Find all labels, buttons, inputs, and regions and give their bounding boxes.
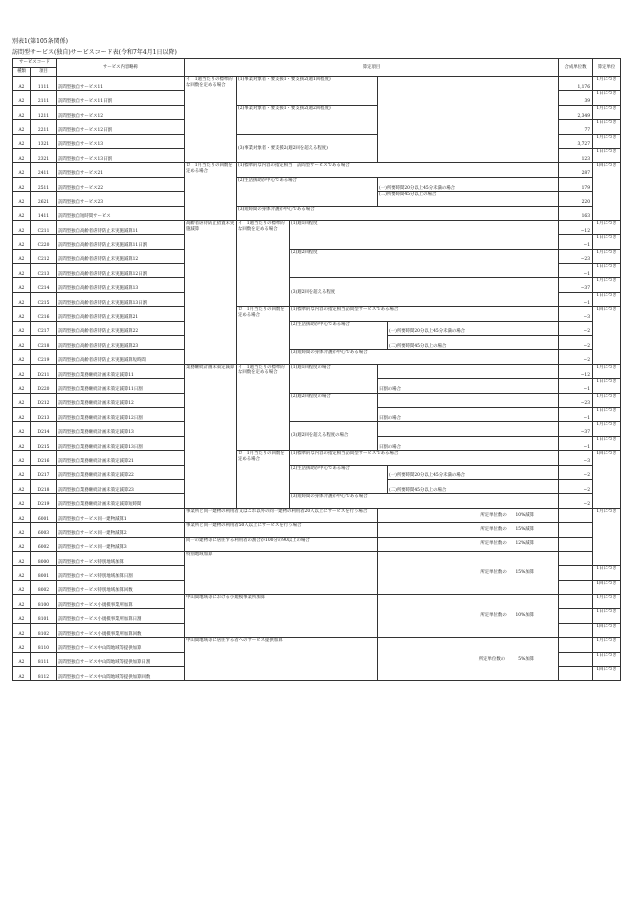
kind-cell: A2 xyxy=(13,422,31,436)
per-cell: 1月につき xyxy=(593,249,621,263)
calc-abuse-weekly: イ 1週当たりの標準的な回数を定める場合 xyxy=(237,220,290,306)
item-cell: D211 xyxy=(31,364,57,378)
appendix-label: 別表1(第105条関係) xyxy=(12,38,68,45)
kind-cell: A2 xyxy=(13,494,31,508)
calc-bcp-w3: (3)週2回を超える程度の場合 xyxy=(290,422,378,451)
kind-cell: A2 xyxy=(13,609,31,623)
calc-pct-5-addition: 所定単位数の 5%加算 xyxy=(378,638,559,681)
calc-same-building-3: 同一の建物等に居住する利用者の割合が100分の90以上の場合 xyxy=(185,537,378,551)
calc-bcp-w2: (2)週2回程度の場合 xyxy=(290,393,378,422)
service-name-cell: 訪問型独自サービス同一建物減算3 xyxy=(57,537,185,551)
kind-cell: A2 xyxy=(13,465,31,479)
item-cell: 8112 xyxy=(31,667,57,681)
item-cell: D218 xyxy=(31,479,57,493)
service-name-cell: 訪問型独自サービス11 xyxy=(57,77,185,91)
calc-pct-10-addition: 所定単位数の 10%加算 xyxy=(378,595,559,638)
kind-cell: A2 xyxy=(13,77,31,91)
table-row xyxy=(13,465,621,479)
per-cell: 1月につき xyxy=(593,134,621,148)
calc-same-building-2: 事業所と同一建物の利用者50人以上にサービスを行う場合 xyxy=(185,523,378,537)
kind-cell: A2 xyxy=(13,508,31,522)
table-row xyxy=(13,321,621,335)
service-name-cell: 訪問型独自業務継続計画未策定減算12 xyxy=(57,393,185,407)
calc-m3-label: (3)短時間の身体介護が中心である場合 xyxy=(237,206,559,220)
calc-same-building-1: 事業所と同一建物の利用者又はこれ以外の同一建物の利用者20人以上にサービスを行う場合 xyxy=(185,508,378,522)
kind-cell: A2 xyxy=(13,163,31,177)
per-cell: 1回につき xyxy=(593,451,621,509)
kind-cell: A2 xyxy=(13,350,31,364)
col-per: 算定単位 xyxy=(593,59,621,77)
table-row xyxy=(13,451,621,465)
calc-bcp-day1: 日割の場合 xyxy=(378,379,559,393)
kind-cell: A2 xyxy=(13,120,31,134)
table-row xyxy=(13,595,621,609)
units-cell: −1 xyxy=(559,436,593,450)
table-row xyxy=(13,638,621,652)
service-name-cell: 訪問型独自サービス特別地域加算回数 xyxy=(57,580,185,594)
kind-cell: A2 xyxy=(13,292,31,306)
units-cell: 123 xyxy=(559,148,593,162)
item-cell: 8111 xyxy=(31,652,57,666)
calc-weekly-label: イ 1週当たりの標準的な回数を定める場合 xyxy=(185,77,237,163)
per-cell: 1日につき xyxy=(593,436,621,450)
kind-cell: A2 xyxy=(13,91,31,105)
calc-small-office: 中山間地域等における小規模事業所加算 xyxy=(185,595,378,638)
table-title: 訪問型サービス(独自)サービスコード表(令和7年4月1日以降) xyxy=(12,49,177,56)
calc-pct-10-reduction: 所定単位数の 10%減算 xyxy=(378,508,559,522)
per-cell: 1日につき xyxy=(593,91,621,105)
table-row xyxy=(13,307,621,321)
item-cell: C218 xyxy=(31,336,57,350)
units-cell xyxy=(559,508,593,522)
per-cell: 1月につき xyxy=(593,77,621,91)
kind-cell: A2 xyxy=(13,595,31,609)
service-name-cell: 訪問型独自業務継続計画未策定減算13日割 xyxy=(57,436,185,450)
table-row xyxy=(13,422,621,436)
units-cell: −3 xyxy=(559,307,593,321)
per-cell: 1回につき xyxy=(593,667,621,681)
calc-bcp-day3: 日割の場合 xyxy=(378,436,559,450)
table-row xyxy=(13,508,621,522)
service-name-cell: 訪問型独自短時間サービス xyxy=(57,206,185,220)
col-service-code: サービスコード xyxy=(13,59,57,68)
table-row xyxy=(13,494,621,508)
kind-cell: A2 xyxy=(13,551,31,565)
item-cell: 6001 xyxy=(31,508,57,522)
service-name-cell: 訪問型独自業務継続計画未策定減算13 xyxy=(57,422,185,436)
per-cell: 1月につき xyxy=(593,508,621,566)
calc-blank xyxy=(378,364,559,378)
per-cell: 1日につき xyxy=(593,235,621,249)
units-cell: 3,727 xyxy=(559,134,593,148)
per-cell: 1日につき xyxy=(593,120,621,134)
units-cell xyxy=(559,652,593,666)
service-name-cell: 訪問型独自高齢者虐待防止未実施減算12日割 xyxy=(57,264,185,278)
item-cell: D213 xyxy=(31,407,57,421)
service-name-cell: 訪問型独自業務継続計画未策定減算12日割 xyxy=(57,407,185,421)
units-cell: −1 xyxy=(559,407,593,421)
units-cell xyxy=(559,667,593,681)
units-cell: −37 xyxy=(559,422,593,436)
per-cell: 1日につき xyxy=(593,566,621,580)
item-cell: C215 xyxy=(31,292,57,306)
service-name-cell: 訪問型独自サービス中山間地域等提供加算 xyxy=(57,638,185,652)
table-row xyxy=(13,249,621,263)
calc-bcp-w1: (1)週1回程度の場合 xyxy=(290,364,378,393)
calc-j3-label: (3)事業対象者・要支援2(週2回を超える程度) xyxy=(237,134,378,163)
calc-abuse-m1: (1)標準的な内容の指定相当訪問型サービスである場合 xyxy=(290,307,559,321)
service-name-cell: 訪問型独自サービス特別地域加算 xyxy=(57,551,185,565)
calc-monthly-label: ロ 1月当たりの回数を定める場合 xyxy=(185,163,237,221)
kind-cell: A2 xyxy=(13,407,31,421)
calc-pct-15-reduction: 所定単位数の 15%減算 xyxy=(378,523,559,537)
units-cell xyxy=(559,609,593,623)
calc-blank xyxy=(378,422,559,436)
units-cell: −1 xyxy=(559,292,593,306)
service-name-cell: 訪問型独自高齢者虐待防止未実施減算22 xyxy=(57,321,185,335)
units-cell: −2 xyxy=(559,494,593,508)
item-cell: 8002 xyxy=(31,580,57,594)
service-name-cell: 訪問型独自高齢者虐待防止未実施減算11日割 xyxy=(57,235,185,249)
per-cell: 1月につき xyxy=(593,422,621,436)
units-cell: −2 xyxy=(559,321,593,335)
service-name-cell: 訪問型独自高齢者虐待防止未実施減算13 xyxy=(57,278,185,292)
item-cell: C219 xyxy=(31,350,57,364)
units-cell xyxy=(559,595,593,609)
per-cell: 1日につき xyxy=(593,652,621,666)
item-cell: 1411 xyxy=(31,206,57,220)
calc-abuse-label: 高齢者虐待防止措置未実施減算 xyxy=(185,220,237,364)
calc-time-45: (二)所要時間45分以上の場合 xyxy=(378,192,559,206)
kind-cell: A2 xyxy=(13,566,31,580)
calc-bcp-weekly: イ 1週当たりの標準的な回数を定める場合 xyxy=(237,364,290,450)
units-cell: 2,349 xyxy=(559,105,593,119)
item-cell: 1321 xyxy=(31,134,57,148)
calc-abuse-m2: (2)生活援助が中心である場合 xyxy=(290,321,388,350)
table-row xyxy=(13,393,621,407)
units-cell: 163 xyxy=(559,206,593,220)
units-cell: −2 xyxy=(559,479,593,493)
kind-cell: A2 xyxy=(13,623,31,637)
service-name-cell: 訪問型独自サービス12日割 xyxy=(57,120,185,134)
service-name-cell: 訪問型独自業務継続計画未策定減算22 xyxy=(57,465,185,479)
kind-cell: A2 xyxy=(13,105,31,119)
per-cell: 1月につき xyxy=(593,105,621,119)
calc-blank xyxy=(378,77,559,163)
calc-j2-label: (2)事業対象者・要支援1・要支援2(週2回程度) xyxy=(237,105,378,134)
item-cell: 2211 xyxy=(31,120,57,134)
kind-cell: A2 xyxy=(13,206,31,220)
units-cell: 1,176 xyxy=(559,77,593,91)
item-cell: 1211 xyxy=(31,105,57,119)
item-cell: 8102 xyxy=(31,623,57,637)
units-cell: −2 xyxy=(559,350,593,364)
kind-cell: A2 xyxy=(13,177,31,191)
service-name-cell: 訪問型独自サービス同一建物減算1 xyxy=(57,508,185,522)
service-name-cell: 訪問型独自サービス21 xyxy=(57,163,185,177)
calc-bcp-monthly: ロ 1月当たりの回数を定める場合 xyxy=(237,451,290,509)
service-name-cell: 訪問型独自高齢者虐待防止未実施減算短時間 xyxy=(57,350,185,364)
calc-m2-label: (2)生活援助が中心である場合 xyxy=(237,177,378,206)
kind-cell: A2 xyxy=(13,638,31,652)
table-row xyxy=(13,278,621,292)
service-code-table xyxy=(12,58,620,681)
service-name-cell: 訪問型独自サービス中山間地域等提供加算日割 xyxy=(57,652,185,666)
per-cell: 1回につき xyxy=(593,580,621,594)
item-cell: D217 xyxy=(31,465,57,479)
kind-cell: A2 xyxy=(13,652,31,666)
kind-cell: A2 xyxy=(13,364,31,378)
service-name-cell: 訪問型独自サービス小規模事業所加算 xyxy=(57,595,185,609)
item-cell: D220 xyxy=(31,379,57,393)
kind-cell: A2 xyxy=(13,235,31,249)
calc-abuse-t20: (一)所要時間20分以上45分未満の場合 xyxy=(388,321,559,335)
service-name-cell: 訪問型独自サービス23 xyxy=(57,192,185,206)
item-cell: D215 xyxy=(31,436,57,450)
per-cell: 1月につき xyxy=(593,364,621,378)
per-cell: 1日につき xyxy=(593,292,621,306)
calc-abuse-w3: (3)週2回を超える程度 xyxy=(290,278,559,307)
units-cell xyxy=(559,623,593,637)
units-cell: −1 xyxy=(559,264,593,278)
units-cell xyxy=(559,638,593,652)
kind-cell: A2 xyxy=(13,436,31,450)
calc-mountain-area: 中山間地域等に居住する者へのサービス提供加算 xyxy=(185,638,378,681)
calc-pct-15-addition: 所定単位数の 15%加算 xyxy=(378,551,559,594)
units-cell: −37 xyxy=(559,278,593,292)
kind-cell: A2 xyxy=(13,148,31,162)
calc-abuse-monthly: ロ 1月当たりの回数を定める場合 xyxy=(237,307,290,365)
item-cell: 2511 xyxy=(31,177,57,191)
kind-cell: A2 xyxy=(13,220,31,234)
calc-abuse-t45: (二)所要時間45分以上の場合 xyxy=(388,336,559,350)
table-row xyxy=(13,551,621,565)
per-cell: 1日につき xyxy=(593,609,621,623)
item-cell: 2321 xyxy=(31,148,57,162)
item-cell: 8100 xyxy=(31,595,57,609)
calc-abuse-w1: (1)週1回程度 xyxy=(290,220,559,249)
kind-cell: A2 xyxy=(13,379,31,393)
units-cell: 39 xyxy=(559,91,593,105)
item-cell: 6003 xyxy=(31,523,57,537)
kind-cell: A2 xyxy=(13,479,31,493)
kind-cell: A2 xyxy=(13,134,31,148)
item-cell: 8110 xyxy=(31,638,57,652)
calc-blank xyxy=(378,393,559,407)
item-cell: D216 xyxy=(31,451,57,465)
table-row xyxy=(13,163,621,177)
calc-bcp-t20: (一)所要時間20分以上45分未満の場合 xyxy=(388,465,559,479)
kind-cell: A2 xyxy=(13,393,31,407)
units-cell: −1 xyxy=(559,235,593,249)
item-cell: C212 xyxy=(31,249,57,263)
calc-special-area: 特別地域加算 xyxy=(185,551,378,594)
kind-cell: A2 xyxy=(13,537,31,551)
units-cell: −1 xyxy=(559,379,593,393)
per-cell: 1日につき xyxy=(593,264,621,278)
calc-time-20-45: (一)所要時間20分以上45分未満の場合 xyxy=(378,177,559,191)
per-cell: 1日につき xyxy=(593,379,621,393)
units-cell xyxy=(559,566,593,580)
kind-cell: A2 xyxy=(13,321,31,335)
per-cell: 1回につき xyxy=(593,163,621,221)
kind-cell: A2 xyxy=(13,451,31,465)
units-cell: 179 xyxy=(559,177,593,191)
units-cell: −3 xyxy=(559,451,593,465)
per-cell: 1月につき xyxy=(593,278,621,292)
service-name-cell: 訪問型独自高齢者虐待防止未実施減算23 xyxy=(57,336,185,350)
item-cell: D219 xyxy=(31,494,57,508)
units-cell: 220 xyxy=(559,192,593,206)
service-name-cell: 訪問型独自サービス特別地域加算日割 xyxy=(57,566,185,580)
units-cell: −23 xyxy=(559,249,593,263)
service-name-cell: 訪問型独自サービス22 xyxy=(57,177,185,191)
item-cell: C216 xyxy=(31,307,57,321)
kind-cell: A2 xyxy=(13,307,31,321)
table-row xyxy=(13,77,621,91)
units-cell xyxy=(559,537,593,551)
col-units: 合成単位数 xyxy=(559,59,593,77)
units-cell: −12 xyxy=(559,364,593,378)
col-item: 項目 xyxy=(31,68,57,77)
service-name-cell: 訪問型独自高齢者虐待防止未実施減算13日割 xyxy=(57,292,185,306)
table-row xyxy=(13,523,621,537)
kind-cell: A2 xyxy=(13,249,31,263)
service-name-cell: 訪問型独自高齢者虐待防止未実施減算12 xyxy=(57,249,185,263)
per-cell: 1日につき xyxy=(593,148,621,162)
units-cell: 77 xyxy=(559,120,593,134)
calc-bcp-label: 業務継続計画未策定減算 xyxy=(185,364,237,508)
service-name-cell: 訪問型独自サービス中山間地域等提供加算回数 xyxy=(57,667,185,681)
service-name-cell: 訪問型独自業務継続計画未策定減算11 xyxy=(57,364,185,378)
service-name-cell: 訪問型独自サービス同一建物減算2 xyxy=(57,523,185,537)
item-cell: C211 xyxy=(31,220,57,234)
col-kind: 種類 xyxy=(13,68,31,77)
units-cell xyxy=(559,551,593,565)
item-cell: 2621 xyxy=(31,192,57,206)
kind-cell: A2 xyxy=(13,264,31,278)
calc-bcp-m3: (3)短時間の身体介護が中心である場合 xyxy=(290,494,559,508)
service-name-cell: 訪問型独自業務継続計画未策定減算11日割 xyxy=(57,379,185,393)
units-cell xyxy=(559,523,593,537)
service-name-cell: 訪問型独自サービス12 xyxy=(57,105,185,119)
units-cell: −2 xyxy=(559,465,593,479)
calc-bcp-m1: (1)標準的な内容の指定相当訪問型サービスである場合 xyxy=(290,451,559,465)
kind-cell: A2 xyxy=(13,523,31,537)
service-name-cell: 訪問型独自業務継続計画未策定減算短時間 xyxy=(57,494,185,508)
item-cell: C213 xyxy=(31,264,57,278)
units-cell xyxy=(559,580,593,594)
units-cell: −23 xyxy=(559,393,593,407)
service-name-cell: 訪問型独自サービス小規模事業所加算回数 xyxy=(57,623,185,637)
col-service-name: サービス内容略称 xyxy=(57,59,185,77)
item-cell: D214 xyxy=(31,422,57,436)
kind-cell: A2 xyxy=(13,580,31,594)
service-name-cell: 訪問型独自高齢者虐待防止未実施減算11 xyxy=(57,220,185,234)
table-row xyxy=(13,206,621,220)
item-cell: C217 xyxy=(31,321,57,335)
item-cell: 8000 xyxy=(31,551,57,565)
service-name-cell: 訪問型独自サービス13 xyxy=(57,134,185,148)
table-row xyxy=(13,350,621,364)
item-cell: 1111 xyxy=(31,77,57,91)
kind-cell: A2 xyxy=(13,667,31,681)
item-cell: 2111 xyxy=(31,91,57,105)
service-name-cell: 訪問型独自業務継続計画未策定減算21 xyxy=(57,451,185,465)
table-row xyxy=(13,364,621,378)
per-cell: 1月につき xyxy=(593,638,621,652)
units-cell: −2 xyxy=(559,336,593,350)
service-name-cell: 訪問型独自サービス11日割 xyxy=(57,91,185,105)
per-cell: 1月につき xyxy=(593,220,621,234)
calc-bcp-m2: (2)生活援助が中心である場合 xyxy=(290,465,388,494)
table-row xyxy=(13,537,621,551)
item-cell: 8101 xyxy=(31,609,57,623)
item-cell: C214 xyxy=(31,278,57,292)
calc-j1-label: (1)事業対象者・要支援1・要支援2(週1回程度) xyxy=(237,77,378,106)
per-cell: 1日につき xyxy=(593,407,621,421)
item-cell: C220 xyxy=(31,235,57,249)
units-cell: 287 xyxy=(559,163,593,177)
service-name-cell: 訪問型独自業務継続計画未策定減算23 xyxy=(57,479,185,493)
item-cell: 8001 xyxy=(31,566,57,580)
kind-cell: A2 xyxy=(13,192,31,206)
service-name-cell: 訪問型独自サービス13日割 xyxy=(57,148,185,162)
table-row xyxy=(13,177,621,191)
calc-abuse-w2: (2)週2回程度 xyxy=(290,249,559,278)
calc-abuse-m3: (3)短時間の身体介護が中心である場合 xyxy=(290,350,559,364)
per-cell: 1回につき xyxy=(593,307,621,365)
item-cell: 6002 xyxy=(31,537,57,551)
calc-m1-label: (1)標準的な内容の指定相当 訪問型サービスである場合 xyxy=(237,163,559,177)
calc-bcp-day2: 日割の場合 xyxy=(378,407,559,421)
item-cell: 2411 xyxy=(31,163,57,177)
per-cell: 1回につき xyxy=(593,623,621,637)
service-name-cell: 訪問型独自高齢者虐待防止未実施減算21 xyxy=(57,307,185,321)
per-cell: 1月につき xyxy=(593,393,621,407)
kind-cell: A2 xyxy=(13,336,31,350)
units-cell: −12 xyxy=(559,220,593,234)
per-cell: 1月につき xyxy=(593,595,621,609)
calc-bcp-t45: (二)所要時間45分以上の場合 xyxy=(388,479,559,493)
item-cell: D212 xyxy=(31,393,57,407)
kind-cell: A2 xyxy=(13,278,31,292)
col-calc-items: 算定項目 xyxy=(185,59,559,77)
service-name-cell: 訪問型独自サービス小規模事業所加算日割 xyxy=(57,609,185,623)
calc-pct-12-reduction: 所定単位数の 12%減算 xyxy=(378,537,559,551)
table-row xyxy=(13,220,621,234)
